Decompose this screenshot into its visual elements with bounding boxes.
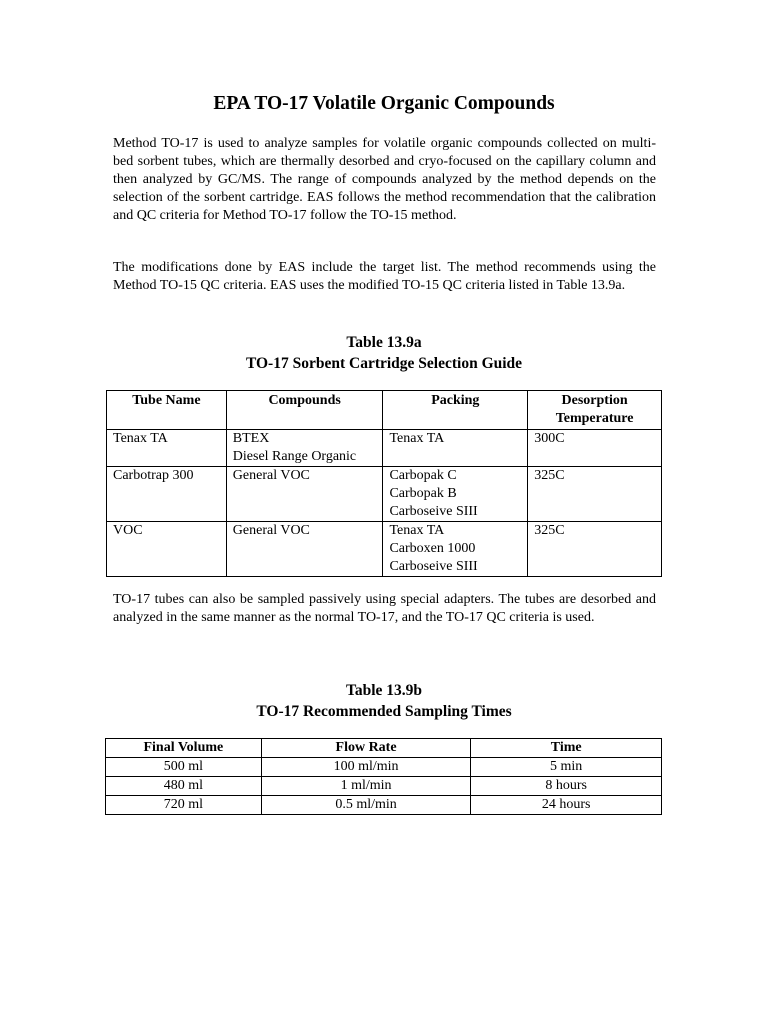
table-b-number: Table 13.9b xyxy=(345,682,423,699)
cell-temperature: 300C xyxy=(528,430,662,467)
cell-final-volume: 500 ml xyxy=(106,758,262,777)
cell-tube-name: VOC xyxy=(107,522,227,577)
table-header-row xyxy=(107,391,662,430)
cell-tube-name: Carbotrap 300 xyxy=(107,467,227,522)
cell-final-volume: 480 ml xyxy=(106,777,262,796)
cell-compounds: BTEX Diesel Range Organic xyxy=(226,430,383,467)
modifications-paragraph: The modifications done by EAS include the target list. The method recommends using the Method TO-15 QC criteria. EAS uses the modified TO-15 QC criteria listed in Table 13.9a. xyxy=(113,260,656,293)
table-b-title: TO-17 Recommended Sampling Times xyxy=(256,703,512,720)
cell-temperature: 325C xyxy=(528,467,662,522)
cell-tube-name: Tenax TA xyxy=(107,430,227,467)
table-row xyxy=(107,430,662,467)
header-tube-name: Tube Name xyxy=(107,391,227,430)
table-row xyxy=(106,777,662,796)
table-row xyxy=(106,758,662,777)
page-title: EPA TO-17 Volatile Organic Compounds xyxy=(213,93,555,114)
table-header-row xyxy=(106,739,662,758)
table-a-caption xyxy=(0,332,768,374)
cell-final-volume: 720 ml xyxy=(106,796,262,815)
intro-paragraph: Method TO-17 is used to analyze samples for volatile organic compounds collected on multi-bed sorbent tubes, which are thermally desorbed and cryo-focused on the capillary column and then analyzed by GC/MS. The range of compounds analyzed by the method depends on the selection of the sorbent cartridge. EAS follows the method recommendation that the calibration and QC criteria for Method TO-17 follow the TO-15 method. xyxy=(113,136,656,223)
passive-sampling-paragraph: TO-17 tubes can also be sampled passively using special adapters. The tubes are desorbed and analyzed in the same manner as the normal TO-17, and the TO-17 QC criteria is used. xyxy=(113,592,656,625)
header-compounds: Compounds xyxy=(226,391,383,430)
sampling-times-table xyxy=(105,738,662,815)
table-a-number: Table 13.9a xyxy=(346,334,422,351)
cell-compounds: General VOC xyxy=(226,467,383,522)
header-time: Time xyxy=(471,739,662,758)
cell-flow-rate: 1 ml/min xyxy=(261,777,471,796)
cell-packing: Carbopak C Carbopak B Carboseive SIII xyxy=(383,467,528,522)
header-flow-rate: Flow Rate xyxy=(261,739,471,758)
cell-flow-rate: 0.5 ml/min xyxy=(261,796,471,815)
header-final-volume: Final Volume xyxy=(106,739,262,758)
cell-temperature: 325C xyxy=(528,522,662,577)
table-row xyxy=(106,796,662,815)
cell-compounds: General VOC xyxy=(226,522,383,577)
table-row xyxy=(107,467,662,522)
table-row xyxy=(107,522,662,577)
table-b-caption xyxy=(0,680,768,722)
header-desorption-temperature: Desorption Temperature xyxy=(528,391,662,430)
cell-time: 5 min xyxy=(471,758,662,777)
cell-packing: Tenax TA xyxy=(383,430,528,467)
cell-time: 24 hours xyxy=(471,796,662,815)
header-packing: Packing xyxy=(383,391,528,430)
cell-time: 8 hours xyxy=(471,777,662,796)
cell-flow-rate: 100 ml/min xyxy=(261,758,471,777)
sorbent-cartridge-table xyxy=(106,390,662,577)
cell-packing: Tenax TA Carboxen 1000 Carboseive SIII xyxy=(383,522,528,577)
table-a-title: TO-17 Sorbent Cartridge Selection Guide xyxy=(245,355,523,372)
